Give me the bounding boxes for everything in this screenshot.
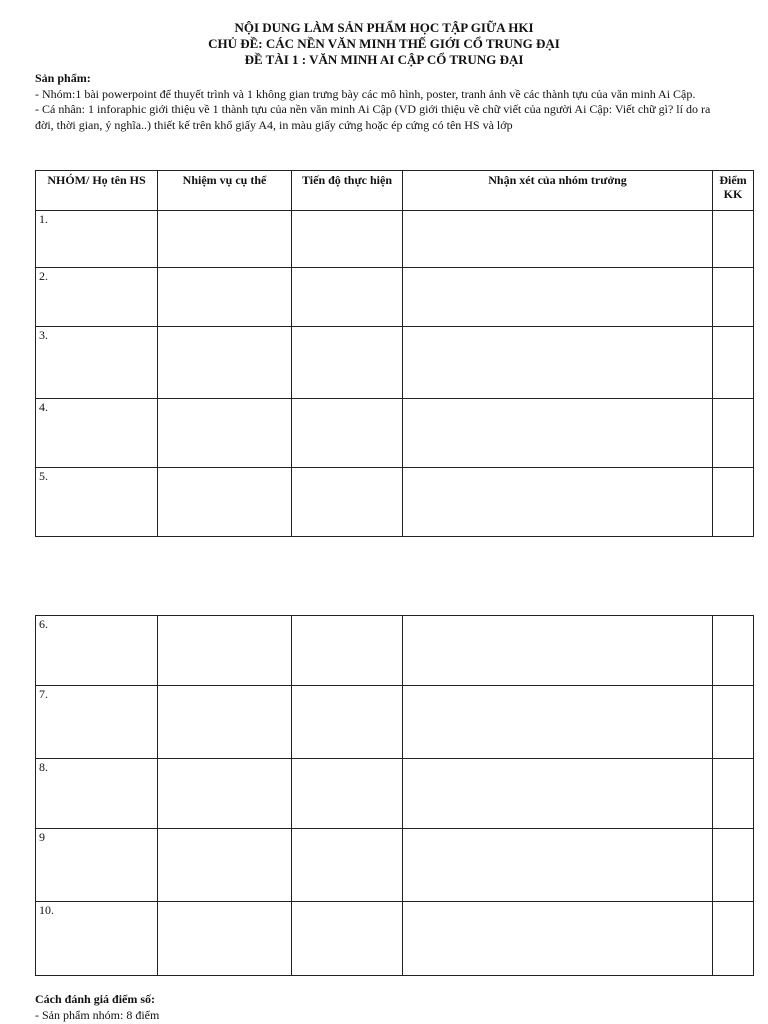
progress-cell[interactable]	[292, 468, 403, 537]
title-line-2: CHỦ ĐỀ: CÁC NỀN VĂN MINH THẾ GIỚI CỔ TRUNG ĐẠI	[208, 36, 560, 51]
comment-cell[interactable]	[403, 211, 713, 268]
task-cell[interactable]	[158, 829, 292, 902]
table-row	[36, 211, 754, 268]
comment-cell[interactable]	[403, 399, 713, 468]
task-table-1	[35, 170, 754, 537]
task-cell[interactable]	[158, 399, 292, 468]
score-cell[interactable]	[713, 268, 754, 327]
individual-product-text: - Cá nhân: 1 inforaphic giới thiệu về 1 thành tựu của nền văn minh Ai Cập (VD giới thiệu về chữ viết của người Ai Cập: Viết chữ gì? lí do ra đời, thời gian, ý nghĩa..) thiết kế trên khổ giấy A4, in màu giấy cứng hoặc ép cứng có tên HS và lớp	[35, 102, 711, 132]
progress-cell[interactable]	[292, 902, 403, 976]
progress-cell[interactable]	[292, 686, 403, 759]
score-cell[interactable]	[713, 616, 754, 686]
header-task: Nhiệm vụ cụ thể	[158, 171, 292, 211]
row-number: 10.	[36, 902, 158, 976]
table-row	[36, 686, 754, 759]
comment-cell[interactable]	[403, 829, 713, 902]
header-progress: Tiến độ thực hiện	[292, 171, 403, 211]
comment-cell[interactable]	[403, 902, 713, 976]
score-cell[interactable]	[713, 829, 754, 902]
row-number: 4.	[36, 399, 158, 468]
row-number: 3.	[36, 327, 158, 399]
task-cell[interactable]	[158, 327, 292, 399]
header-leader-comment: Nhận xét của nhóm trưởng	[403, 171, 713, 211]
header-bonus-score: Điểm KK	[713, 171, 754, 211]
header-group-name: NHÓM/ Họ tên HS	[36, 171, 158, 211]
comment-cell[interactable]	[403, 616, 713, 686]
intro-section	[35, 71, 725, 133]
product-label: Sản phẩm:	[35, 71, 91, 85]
score-cell[interactable]	[713, 211, 754, 268]
comment-cell[interactable]	[403, 759, 713, 829]
task-cell[interactable]	[158, 902, 292, 976]
comment-cell[interactable]	[403, 686, 713, 759]
table-row	[36, 829, 754, 902]
row-number: 9	[36, 829, 158, 902]
table-row	[36, 759, 754, 829]
task-cell[interactable]	[158, 686, 292, 759]
score-cell[interactable]	[713, 759, 754, 829]
progress-cell[interactable]	[292, 211, 403, 268]
scoring-group-item: - Sản phẩm nhóm: 8 điểm	[35, 1008, 160, 1022]
table-row	[36, 327, 754, 399]
task-cell[interactable]	[158, 468, 292, 537]
table-row	[36, 616, 754, 686]
row-number: 1.	[36, 211, 158, 268]
table-row	[36, 902, 754, 976]
task-table-2	[35, 615, 754, 976]
task-cell[interactable]	[158, 616, 292, 686]
task-cell[interactable]	[158, 211, 292, 268]
row-number: 5.	[36, 468, 158, 537]
row-number: 8.	[36, 759, 158, 829]
comment-cell[interactable]	[403, 468, 713, 537]
progress-cell[interactable]	[292, 616, 403, 686]
score-cell[interactable]	[713, 327, 754, 399]
row-number: 6.	[36, 616, 158, 686]
group-product-text: - Nhóm:1 bài powerpoint để thuyết trình và 1 không gian trưng bày các mô hình, poster, tranh ảnh về các thành tựu của văn minh Ai Cập.	[35, 86, 696, 101]
table-row	[36, 468, 754, 537]
document-header	[0, 20, 768, 68]
table-row	[36, 399, 754, 468]
title-line-3: ĐỀ TÀI 1 : VĂN MINH AI CẬP CỔ TRUNG ĐẠI	[244, 52, 524, 67]
task-cell[interactable]	[158, 759, 292, 829]
row-number: 2.	[36, 268, 158, 327]
progress-cell[interactable]	[292, 759, 403, 829]
row-number: 7.	[36, 686, 158, 759]
comment-cell[interactable]	[403, 268, 713, 327]
progress-cell[interactable]	[292, 327, 403, 399]
score-cell[interactable]	[713, 468, 754, 537]
scoring-label: Cách đánh giá điểm số:	[35, 992, 156, 1006]
title-line-1: NỘI DUNG LÀM SẢN PHẨM HỌC TẬP GIỮA HKI	[234, 20, 534, 35]
progress-cell[interactable]	[292, 268, 403, 327]
progress-cell[interactable]	[292, 829, 403, 902]
table-header-row	[36, 171, 754, 211]
table-row	[36, 268, 754, 327]
scoring-section	[35, 991, 159, 1023]
score-cell[interactable]	[713, 399, 754, 468]
score-cell[interactable]	[713, 686, 754, 759]
progress-cell[interactable]	[292, 399, 403, 468]
comment-cell[interactable]	[403, 327, 713, 399]
task-cell[interactable]	[158, 268, 292, 327]
score-cell[interactable]	[713, 902, 754, 976]
